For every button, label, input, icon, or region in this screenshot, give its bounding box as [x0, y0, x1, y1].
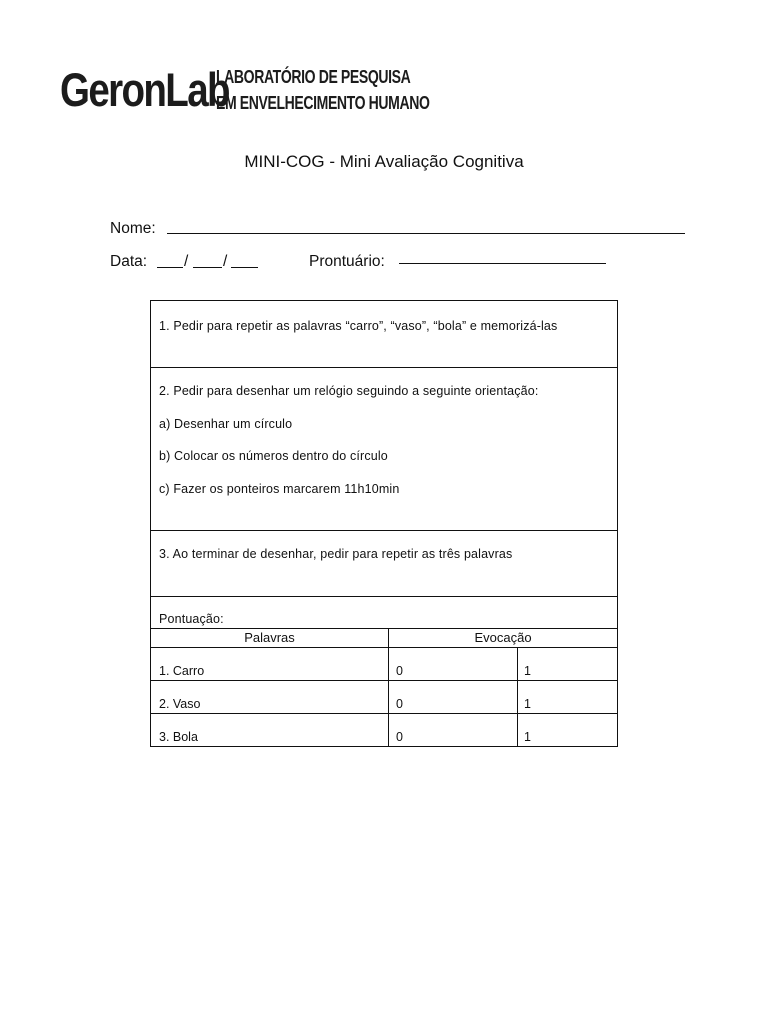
date-separator-2: /	[223, 253, 228, 270]
row-divider	[151, 680, 617, 681]
score-label: Pontuação:	[159, 612, 224, 626]
logo-wordmark: GeronLab	[60, 63, 229, 116]
date-separator-1: /	[184, 253, 189, 270]
name-label: Nome:	[110, 220, 156, 237]
instruction-step-2-item: a) Desenhar um círculo	[159, 417, 293, 431]
logo-subtitle-line1: LABORATÓRIO DE PESQUISA	[216, 67, 411, 87]
logo-subtitle-line2: EM ENVELHECIMENTO HUMANO	[216, 93, 430, 113]
date-year-line[interactable]	[231, 267, 258, 268]
score-one[interactable]: 1	[524, 664, 531, 678]
name-field-line[interactable]	[167, 233, 685, 234]
header-words: Palavras	[244, 630, 295, 645]
date-label: Data:	[110, 253, 148, 270]
instruction-step-3: 3. Ao terminar de desenhar, pedir para repetir as três palavras	[159, 547, 513, 561]
instruction-step-2-item: c) Fazer os ponteiros marcarem 11h10min	[159, 482, 400, 496]
instruction-step-2-item: b) Colocar os números dentro do círculo	[159, 449, 388, 463]
row-divider	[151, 647, 617, 648]
document-title: MINI-COG - Mini Avaliação Cognitiva	[244, 152, 524, 171]
score-zero[interactable]: 0	[396, 697, 403, 711]
score-word: 2. Vaso	[159, 697, 201, 711]
assessment-table	[150, 300, 618, 747]
column-divider	[517, 647, 518, 746]
row-divider	[151, 713, 617, 714]
score-one[interactable]: 1	[524, 697, 531, 711]
instruction-step-2: 2. Pedir para desenhar um relógio seguindo a seguinte orientação:	[159, 384, 539, 398]
header-recall: Evocação	[474, 630, 532, 645]
row-divider	[151, 530, 617, 531]
score-word: 3. Bola	[159, 730, 198, 744]
score-one[interactable]: 1	[524, 730, 531, 744]
record-field-line[interactable]	[399, 263, 606, 264]
score-zero[interactable]: 0	[396, 664, 403, 678]
score-word: 1. Carro	[159, 664, 205, 678]
date-day-line[interactable]	[157, 267, 183, 268]
record-label: Prontuário:	[309, 253, 385, 270]
date-month-line[interactable]	[193, 267, 222, 268]
row-divider	[151, 367, 617, 368]
row-divider	[151, 596, 617, 597]
score-zero[interactable]: 0	[396, 730, 403, 744]
instruction-step-1: 1. Pedir para repetir as palavras “carro”, “vaso”, “bola” e memorizá-las	[159, 319, 558, 333]
